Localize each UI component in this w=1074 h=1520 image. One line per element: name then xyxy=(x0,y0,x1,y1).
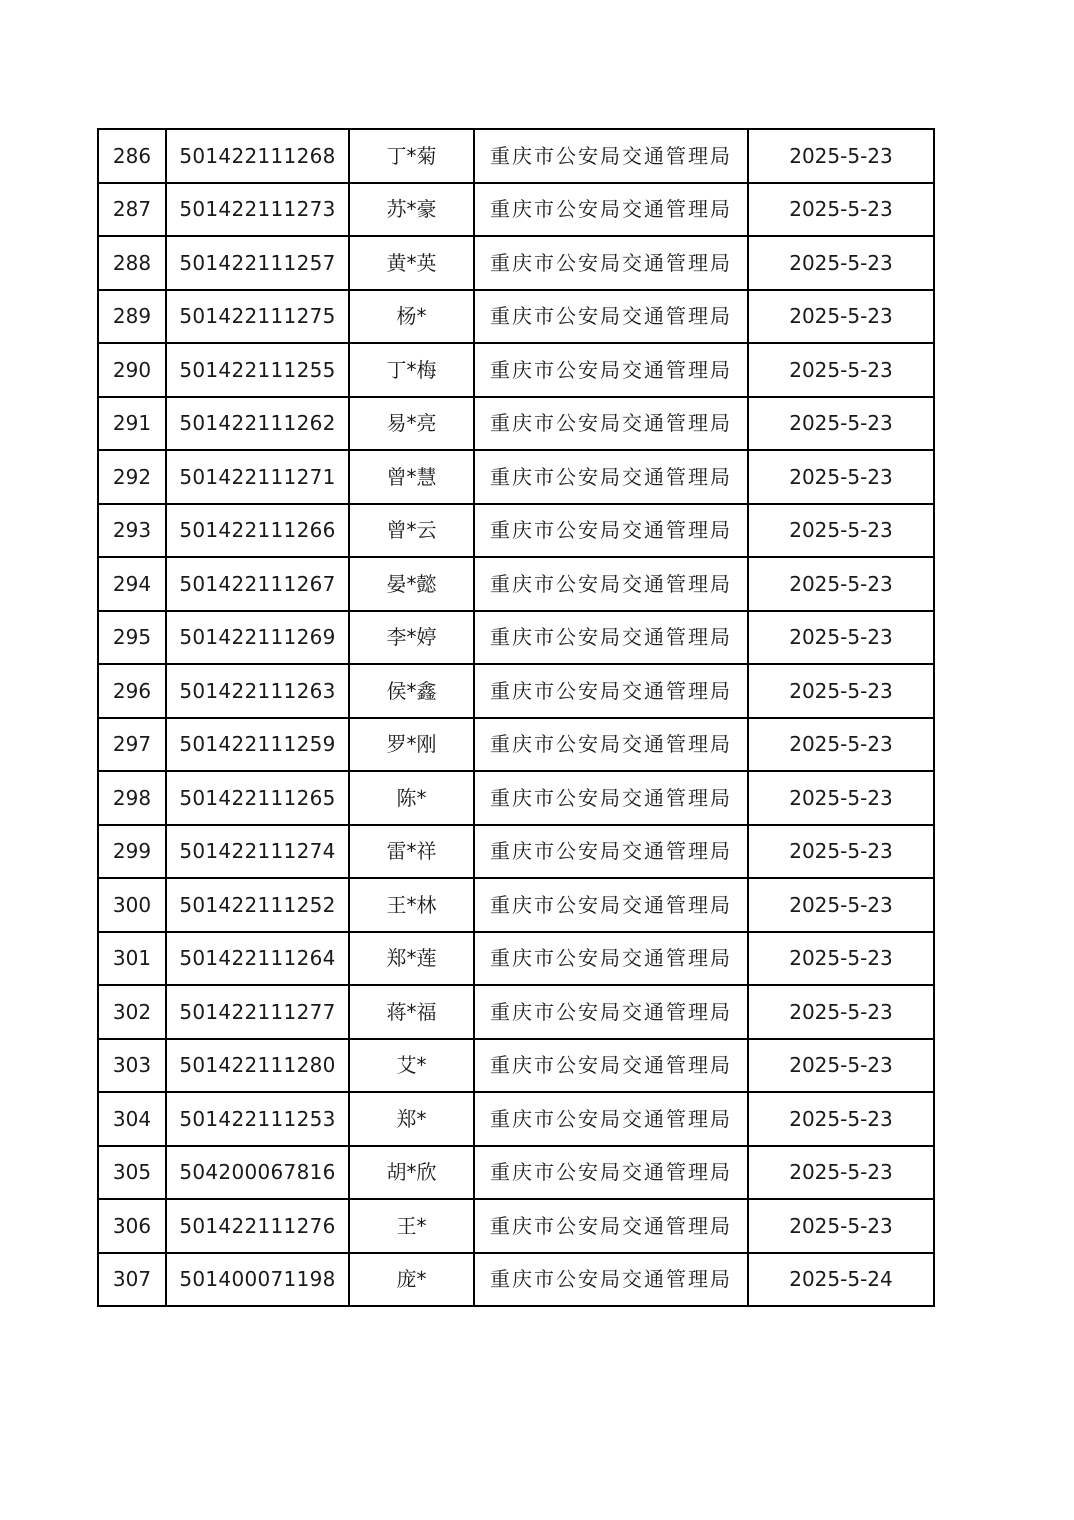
table-row xyxy=(98,1253,934,1307)
issuing-authority-cell: 重庆市公安局交通管理局 xyxy=(474,183,748,237)
issuing-authority-cell: 重庆市公安局交通管理局 xyxy=(474,611,748,665)
issuing-authority-cell: 重庆市公安局交通管理局 xyxy=(474,718,748,772)
person-name-cell: 丁*菊 xyxy=(349,129,474,183)
table-row xyxy=(98,504,934,558)
issuing-authority-cell: 重庆市公安局交通管理局 xyxy=(474,236,748,290)
table-row xyxy=(98,1146,934,1200)
date-cell: 2025-5-23 xyxy=(748,611,934,665)
records-table xyxy=(97,128,935,1307)
issuing-authority-cell: 重庆市公安局交通管理局 xyxy=(474,129,748,183)
table-row xyxy=(98,718,934,772)
person-name-cell: 苏*豪 xyxy=(349,183,474,237)
issuing-authority-cell: 重庆市公安局交通管理局 xyxy=(474,985,748,1039)
row-number-cell: 305 xyxy=(98,1146,166,1200)
issuing-authority-cell: 重庆市公安局交通管理局 xyxy=(474,450,748,504)
person-name-cell: 晏*懿 xyxy=(349,557,474,611)
person-name-cell: 陈* xyxy=(349,771,474,825)
date-cell: 2025-5-23 xyxy=(748,450,934,504)
issuing-authority-cell: 重庆市公安局交通管理局 xyxy=(474,397,748,451)
table-row xyxy=(98,771,934,825)
date-cell: 2025-5-23 xyxy=(748,932,934,986)
row-number-cell: 286 xyxy=(98,129,166,183)
certificate-number-cell: 501422111268 xyxy=(166,129,349,183)
date-cell: 2025-5-23 xyxy=(748,183,934,237)
certificate-number-cell: 501422111269 xyxy=(166,611,349,665)
person-name-cell: 侯*鑫 xyxy=(349,664,474,718)
certificate-number-cell: 501422111280 xyxy=(166,1039,349,1093)
issuing-authority-cell: 重庆市公安局交通管理局 xyxy=(474,1092,748,1146)
row-number-cell: 303 xyxy=(98,1039,166,1093)
date-cell: 2025-5-23 xyxy=(748,504,934,558)
person-name-cell: 丁*梅 xyxy=(349,343,474,397)
issuing-authority-cell: 重庆市公安局交通管理局 xyxy=(474,343,748,397)
person-name-cell: 杨* xyxy=(349,290,474,344)
table-row xyxy=(98,450,934,504)
certificate-number-cell: 501422111252 xyxy=(166,878,349,932)
certificate-number-cell: 501422111266 xyxy=(166,504,349,558)
date-cell: 2025-5-24 xyxy=(748,1253,934,1307)
certificate-number-cell: 501422111271 xyxy=(166,450,349,504)
certificate-number-cell: 501422111259 xyxy=(166,718,349,772)
date-cell: 2025-5-23 xyxy=(748,985,934,1039)
person-name-cell: 曾*慧 xyxy=(349,450,474,504)
date-cell: 2025-5-23 xyxy=(748,718,934,772)
table-row xyxy=(98,236,934,290)
person-name-cell: 蒋*福 xyxy=(349,985,474,1039)
row-number-cell: 290 xyxy=(98,343,166,397)
table-row xyxy=(98,985,934,1039)
certificate-number-cell: 501422111262 xyxy=(166,397,349,451)
date-cell: 2025-5-23 xyxy=(748,878,934,932)
date-cell: 2025-5-23 xyxy=(748,557,934,611)
person-name-cell: 郑*莲 xyxy=(349,932,474,986)
date-cell: 2025-5-23 xyxy=(748,664,934,718)
row-number-cell: 298 xyxy=(98,771,166,825)
issuing-authority-cell: 重庆市公安局交通管理局 xyxy=(474,878,748,932)
person-name-cell: 易*亮 xyxy=(349,397,474,451)
certificate-number-cell: 501422111276 xyxy=(166,1199,349,1253)
date-cell: 2025-5-23 xyxy=(748,1092,934,1146)
certificate-number-cell: 501422111263 xyxy=(166,664,349,718)
row-number-cell: 294 xyxy=(98,557,166,611)
date-cell: 2025-5-23 xyxy=(748,825,934,879)
person-name-cell: 李*婷 xyxy=(349,611,474,665)
date-cell: 2025-5-23 xyxy=(748,1146,934,1200)
certificate-number-cell: 501422111267 xyxy=(166,557,349,611)
table-row xyxy=(98,557,934,611)
row-number-cell: 291 xyxy=(98,397,166,451)
row-number-cell: 300 xyxy=(98,878,166,932)
row-number-cell: 302 xyxy=(98,985,166,1039)
issuing-authority-cell: 重庆市公安局交通管理局 xyxy=(474,664,748,718)
row-number-cell: 295 xyxy=(98,611,166,665)
issuing-authority-cell: 重庆市公安局交通管理局 xyxy=(474,932,748,986)
issuing-authority-cell: 重庆市公安局交通管理局 xyxy=(474,825,748,879)
table-row xyxy=(98,932,934,986)
table-row xyxy=(98,1092,934,1146)
row-number-cell: 306 xyxy=(98,1199,166,1253)
row-number-cell: 296 xyxy=(98,664,166,718)
certificate-number-cell: 501422111264 xyxy=(166,932,349,986)
table-row xyxy=(98,290,934,344)
table-row xyxy=(98,664,934,718)
certificate-number-cell: 501422111274 xyxy=(166,825,349,879)
date-cell: 2025-5-23 xyxy=(748,1039,934,1093)
person-name-cell: 郑* xyxy=(349,1092,474,1146)
issuing-authority-cell: 重庆市公安局交通管理局 xyxy=(474,1146,748,1200)
person-name-cell: 曾*云 xyxy=(349,504,474,558)
row-number-cell: 293 xyxy=(98,504,166,558)
person-name-cell: 雷*祥 xyxy=(349,825,474,879)
issuing-authority-cell: 重庆市公安局交通管理局 xyxy=(474,504,748,558)
row-number-cell: 292 xyxy=(98,450,166,504)
certificate-number-cell: 501422111257 xyxy=(166,236,349,290)
certificate-number-cell: 501422111277 xyxy=(166,985,349,1039)
row-number-cell: 289 xyxy=(98,290,166,344)
person-name-cell: 罗*刚 xyxy=(349,718,474,772)
row-number-cell: 287 xyxy=(98,183,166,237)
table-row xyxy=(98,878,934,932)
date-cell: 2025-5-23 xyxy=(748,343,934,397)
row-number-cell: 301 xyxy=(98,932,166,986)
date-cell: 2025-5-23 xyxy=(748,1199,934,1253)
certificate-number-cell: 501422111273 xyxy=(166,183,349,237)
date-cell: 2025-5-23 xyxy=(748,236,934,290)
issuing-authority-cell: 重庆市公安局交通管理局 xyxy=(474,1253,748,1307)
person-name-cell: 王* xyxy=(349,1199,474,1253)
date-cell: 2025-5-23 xyxy=(748,771,934,825)
table-row xyxy=(98,1039,934,1093)
person-name-cell: 王*林 xyxy=(349,878,474,932)
date-cell: 2025-5-23 xyxy=(748,290,934,344)
table-row xyxy=(98,129,934,183)
row-number-cell: 297 xyxy=(98,718,166,772)
row-number-cell: 288 xyxy=(98,236,166,290)
records-table-body xyxy=(98,129,934,1306)
certificate-number-cell: 501400071198 xyxy=(166,1253,349,1307)
certificate-number-cell: 501422111255 xyxy=(166,343,349,397)
row-number-cell: 307 xyxy=(98,1253,166,1307)
person-name-cell: 胡*欣 xyxy=(349,1146,474,1200)
person-name-cell: 庞* xyxy=(349,1253,474,1307)
certificate-number-cell: 501422111265 xyxy=(166,771,349,825)
certificate-number-cell: 504200067816 xyxy=(166,1146,349,1200)
certificate-number-cell: 501422111275 xyxy=(166,290,349,344)
table-row xyxy=(98,611,934,665)
table-row xyxy=(98,1199,934,1253)
date-cell: 2025-5-23 xyxy=(748,129,934,183)
person-name-cell: 黄*英 xyxy=(349,236,474,290)
table-row xyxy=(98,397,934,451)
issuing-authority-cell: 重庆市公安局交通管理局 xyxy=(474,557,748,611)
row-number-cell: 304 xyxy=(98,1092,166,1146)
table-row xyxy=(98,825,934,879)
certificate-number-cell: 501422111253 xyxy=(166,1092,349,1146)
person-name-cell: 艾* xyxy=(349,1039,474,1093)
table-row xyxy=(98,183,934,237)
issuing-authority-cell: 重庆市公安局交通管理局 xyxy=(474,1039,748,1093)
table-row xyxy=(98,343,934,397)
issuing-authority-cell: 重庆市公安局交通管理局 xyxy=(474,1199,748,1253)
issuing-authority-cell: 重庆市公安局交通管理局 xyxy=(474,290,748,344)
row-number-cell: 299 xyxy=(98,825,166,879)
issuing-authority-cell: 重庆市公安局交通管理局 xyxy=(474,771,748,825)
date-cell: 2025-5-23 xyxy=(748,397,934,451)
